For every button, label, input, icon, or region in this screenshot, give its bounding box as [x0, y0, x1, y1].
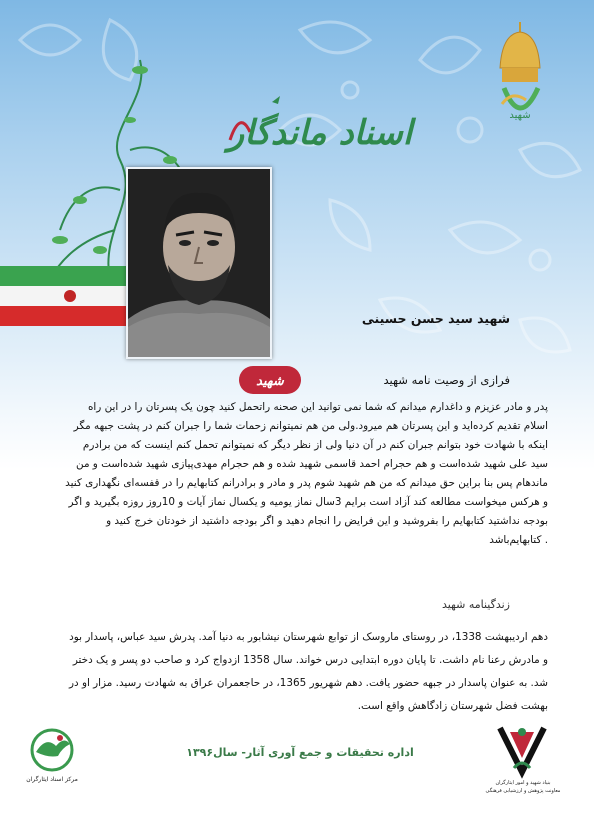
biography-line: شد. به عنوان پاسدار در جبهه حضور یافت. دهم شهریور 1365، در حاجعمران عراق به شهادت رسید. مزار او در	[69, 677, 548, 689]
iran-flag-icon	[0, 266, 130, 326]
will-line: اینکه با شهادت خود بتوانم جبران کنم در آن دنیا ولی از نظر دیگر که نمیتوانم تحمل کنم اینست که من برادرم	[82, 439, 548, 451]
biography-line: دهم اردیبهشت 1338، در روستای ماروسک از توابع شهرستان نیشابور به دنیا آمد. پدرش سید عباس، پاسدار بود	[69, 631, 548, 643]
documents-center-logo	[22, 726, 82, 790]
will-line: پدر و مادر عزیزم و داغدارم میدانم که شما نمی توانید این صحنه راتحمل کنید چون یک پسرتان را در این راه	[87, 401, 548, 413]
foundation-emblem-icon	[492, 724, 552, 780]
dove-icon	[22, 726, 82, 776]
left-logo-caption: مرکز اسناد ایثارگران	[26, 776, 78, 783]
will-line: سید علی شهید شده‌است و هم حجرام احمد قاسمی شهید شده و هم حجرام مهدی‌پیازی شهید شده‌است و من	[76, 458, 548, 470]
right-logo-caption-2: بنیاد شهید و امور ایثارگران	[495, 780, 551, 786]
footer-text: اداره تحقیقات و جمع آوری آثار- سال۱۳۹۶	[186, 746, 414, 759]
will-line: اسلام تقدیم کرده‌اید و این پسرتان هم میرود.ولی من هم نمیتوانم زحمات شما را جبران کنم در پشت جبهه مگر	[73, 420, 548, 432]
biography-text	[46, 626, 548, 718]
right-logo-caption-1: معاونت پژوهش و ارزشیابی فرهنگی	[485, 788, 561, 794]
emblem-word: شهید	[509, 110, 531, 121]
will-line: ماندهام پس بنا براین حق میدانم که من هم شهید شوم پدر و مادر و برادرانم کتابهایم را در قفسه‌ای نگهداری کنید	[65, 477, 548, 489]
will-text	[46, 398, 548, 550]
stamp-text: شهید	[256, 374, 284, 389]
biography-line: و مادرش رعنا نام داشت. تا پایان دوره ابتدایی درس خواند. سال 1358 ازدواج کرد و صاحب دو پسر و یک دختر	[72, 654, 548, 666]
shrine-dome-icon	[490, 18, 550, 128]
martyr-photo	[126, 167, 272, 359]
will-heading: فرازی از وصیت نامه شهید	[383, 373, 510, 387]
will-line: و هرکس میخواست مطالعه کند آزاد است برایم 3سال نماز یومیه و یکسال نماز آیات و 10روز روزه بگیرید و اگر	[68, 496, 548, 508]
header-title-text: اسناد ماندگار	[227, 113, 413, 153]
martyr-foundation-logo	[478, 724, 568, 804]
header-title	[210, 92, 430, 162]
will-line: بودجه نداشتید کتابهایم را بفروشید و این فرایض را انجام دهید و اگر بودجه داشتید از خودتان خرج کنید و	[106, 515, 548, 527]
martyr-name: شهید سید حسن حسینی	[361, 311, 510, 326]
biography-line: بهشت فضل شهرستان زادگاهش واقع است.	[357, 700, 548, 712]
will-line: . کتابهایم‌باشد	[489, 534, 548, 546]
martyr-stamp	[238, 365, 302, 395]
biography-heading: زندگینامه شهید	[441, 598, 510, 611]
